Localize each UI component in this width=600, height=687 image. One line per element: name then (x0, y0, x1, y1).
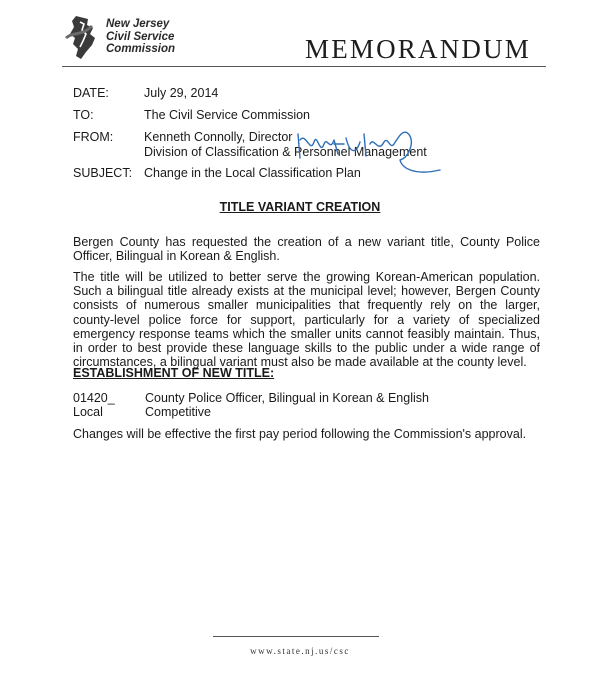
title-name: County Police Officer, Bilingual in Korean & English (145, 391, 429, 405)
from-name: Kenneth Connolly, Director (144, 130, 293, 144)
to-label: TO: (73, 108, 94, 122)
new-jersey-state-silhouette-icon (62, 14, 106, 60)
footer-website: www.state.nj.us/csc (250, 646, 350, 656)
from-division: Division of Classification & Personnel Management (144, 145, 427, 159)
header-divider (62, 66, 546, 67)
title-code: 01420_ (73, 391, 115, 405)
establishment-heading: ESTABLISHMENT OF NEW TITLE: (73, 366, 275, 380)
date-value: July 29, 2014 (144, 86, 219, 100)
agency-name-line-3: Commission (106, 43, 176, 55)
agency-name-line-1: New Jersey (106, 18, 170, 30)
director-signature (290, 114, 450, 184)
agency-name-line-2: Civil Service (106, 30, 175, 43)
subject-label: SUBJECT: (73, 166, 133, 180)
agency-logo (62, 14, 212, 60)
agency-name (106, 18, 175, 56)
document-type-title: MEMORANDUM (305, 34, 532, 64)
paragraph-request: Bergen County has requested the creation of a new variant title, County Police Officer, Bilingual in Korean & English. (73, 235, 540, 264)
subject-value: Change in the Local Classification Plan (144, 166, 361, 180)
footer-divider (213, 636, 379, 637)
section-title: TITLE VARIANT CREATION (219, 200, 381, 214)
from-label: FROM: (73, 130, 114, 144)
title-jurisdiction: Local (73, 405, 103, 419)
to-value: The Civil Service Commission (144, 108, 311, 122)
date-label: DATE: (73, 86, 109, 100)
title-class: Competitive (145, 405, 211, 419)
paragraph-rationale: The title will be utilized to better serve the growing Korean-American population. Such a bilingual title already exists at the municipal level; however, Bergen County consists of numerous smaller municipalities that frequently rely on the larger, county-level police force for support, particularly for a variety of specialized emergency response teams which the smaller units cannot feasibly maintain. Thus, in order to best provide these language skills to the public under a wide range of circumstances, a bilingual variant must also be made available at the county level. (73, 270, 540, 370)
closing-statement: Changes will be effective the first pay period following the Commission's approval. (73, 427, 527, 441)
